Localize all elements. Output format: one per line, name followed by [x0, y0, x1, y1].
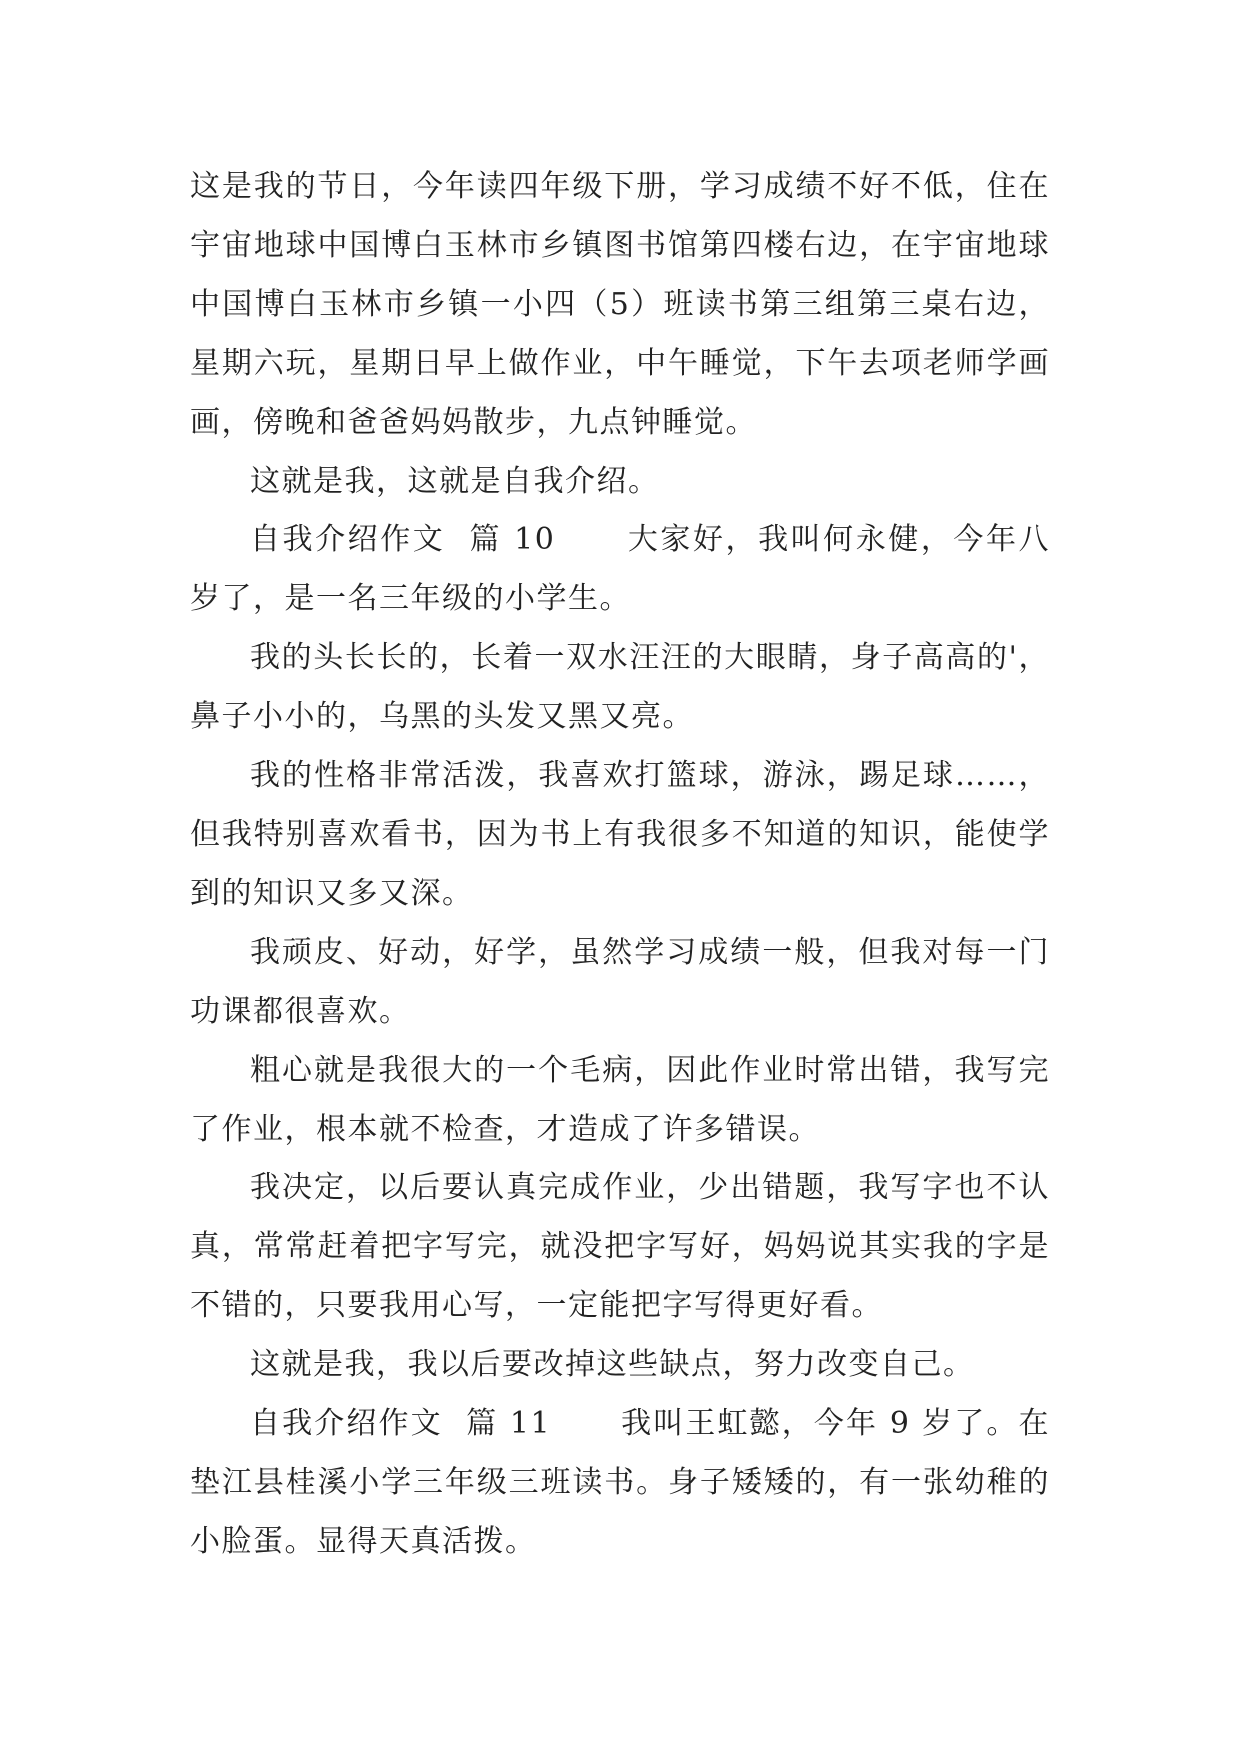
- paragraph-conclusion: [190, 1336, 1050, 1395]
- paragraph-text: 我的头长长的，长着一双水汪汪的大眼睛，身子高高的'，鼻子小小的，乌黑的头发又黑又亮。: [190, 640, 1050, 735]
- essay-heading-11: 自我介绍作文 篇 11: [250, 1406, 622, 1442]
- paragraph-text: 这就是我，我以后要改掉这些缺点，努力改变自己。: [250, 1347, 975, 1383]
- paragraph-text: 粗心就是我很大的一个毛病，因此作业时常出错，我写完了作业，根本就不检查，才造成了许多错误。: [190, 1052, 1050, 1147]
- paragraph-personality: [190, 747, 1050, 924]
- paragraph-text: 我决定，以后要认真完成作业，少出错题，我写字也不认真，常常赶着把字写完，就没把字写好，妈妈说其实我的字是不错的，只要我用心写，一定能把字写得更好看。: [190, 1170, 1050, 1324]
- paragraph-schedule: [190, 158, 1050, 453]
- paragraph-essay-11-intro: [190, 1395, 1050, 1572]
- document-body: [190, 158, 1050, 1572]
- paragraph-careless: [190, 1042, 1050, 1160]
- essay-heading-10: 自我介绍作文 篇 10: [250, 522, 628, 558]
- paragraph-decision: [190, 1159, 1050, 1336]
- paragraph-text: 我叫王虹懿，今年 9 岁了。在垫江县桂溪小学三年级三班读书。身子矮矮的，有一张幼稚的小脸蛋。显得天真活拨。: [190, 1406, 1050, 1559]
- paragraph-text: 我顽皮、好动，好学，虽然学习成绩一般，但我对每一门功课都很喜欢。: [190, 934, 1050, 1029]
- paragraph-this-is-me: [190, 453, 1050, 512]
- paragraph-text: 大家好，我叫何永健，今年八岁了，是一名三年级的小学生。: [190, 522, 1051, 617]
- paragraph-text: 我的性格非常活泼，我喜欢打篮球，游泳，踢足球……，但我特别喜欢看书，因为书上有我很多不知道的知识，能使学到的知识又多又深。: [190, 758, 1050, 911]
- paragraph-text: 这就是我，这就是自我介绍。: [250, 463, 660, 499]
- paragraph-studies: [190, 924, 1050, 1042]
- paragraph-appearance: [190, 629, 1050, 747]
- paragraph-essay-10-intro: [190, 511, 1050, 629]
- paragraph-text: 这是我的节日，今年读四年级下册，学习成绩不好不低，住在宇宙地球中国博白玉林市乡镇图书馆第四楼右边，在宇宙地球中国博白玉林市乡镇一小四（5）班读书第三组第三桌右边，星期六玩，星期日早上做作业，中午睡觉，下午去项老师学画画，傍晚和爸爸妈妈散步，九点钟睡觉。: [190, 169, 1050, 440]
